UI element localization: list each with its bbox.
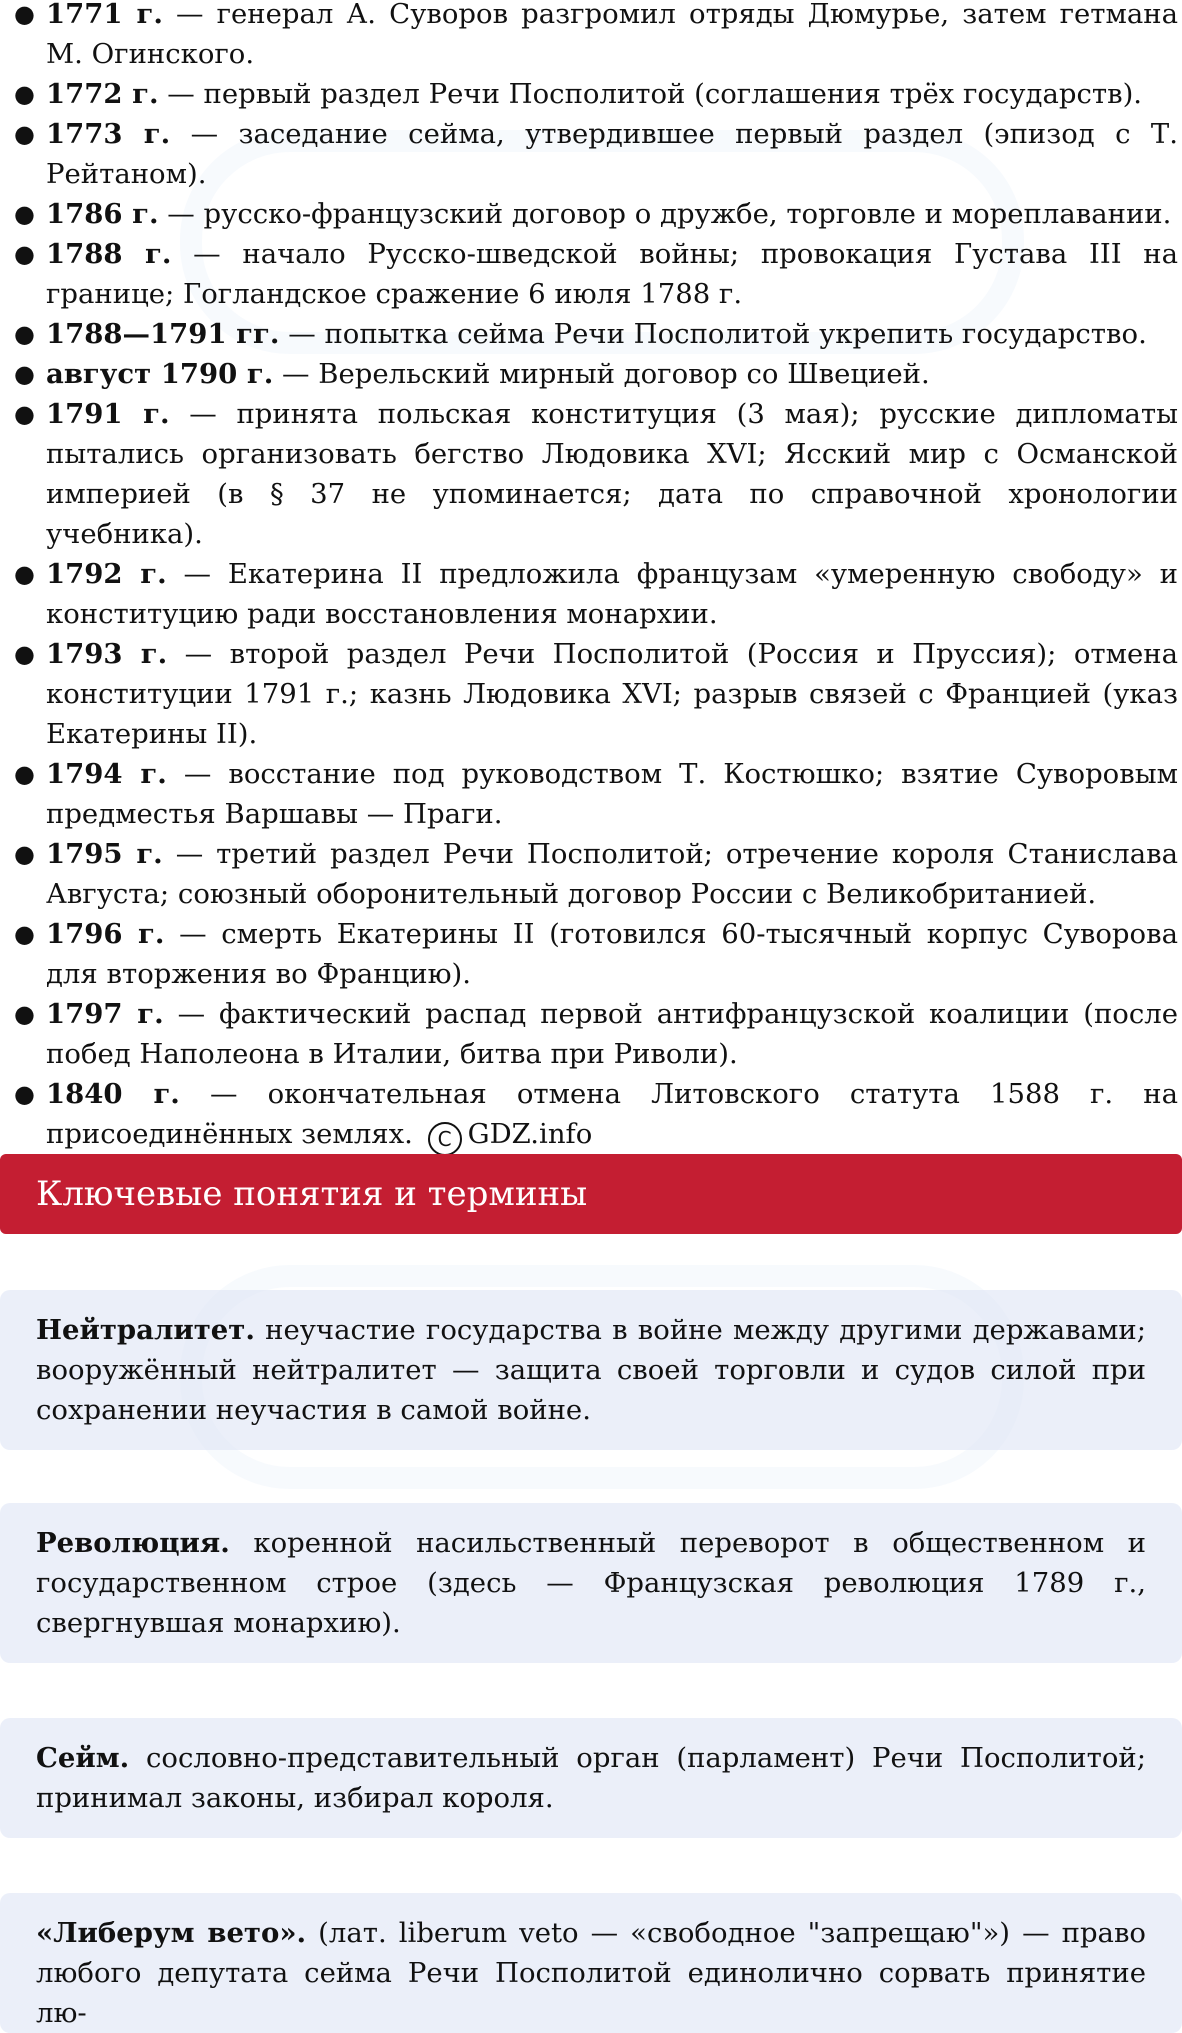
bullet-icon: ● [14, 560, 35, 588]
timeline-item [0, 914, 1182, 994]
dash: — [209, 1078, 238, 1110]
dash: — [190, 118, 219, 150]
timeline-text: фактический распад первой антифранцузской коалиции (после побед Наполеона в Италии, битва при Риволи). [46, 998, 1178, 1070]
dash: — [179, 918, 207, 950]
timeline-item [0, 234, 1182, 314]
copyright-notice [422, 1118, 593, 1150]
timeline-year: 1795 г. [46, 838, 163, 870]
timeline-year: 1772 г. [46, 78, 159, 110]
timeline-item [0, 554, 1182, 634]
term-definition: (лат. liberum veto — «свободное "запрещаю"») — право любого депутата сейма Речи Посполитой единолично сорвать принятие лю- [36, 1917, 1146, 2029]
dash: — [177, 998, 206, 1030]
timeline-year: 1788—1791 гг. [46, 318, 280, 350]
term-name: Нейтралитет. [36, 1314, 255, 1346]
term-card [0, 1718, 1182, 1838]
dash: — [189, 398, 217, 430]
timeline-text: первый раздел Речи Посполитой (соглашения трёх государств). [203, 78, 1143, 110]
term-definition: сословно-представительный орган (парламент) Речи Посполитой; принимал законы, избирал короля. [36, 1742, 1147, 1814]
timeline-text: Верельский мирный договор со Швецией. [318, 358, 930, 390]
bullet-icon: ● [14, 200, 35, 228]
timeline-text: попытка сейма Речи Посполитой укрепить государство. [324, 318, 1147, 350]
bullet-icon: ● [14, 320, 35, 348]
timeline-year: 1840 г. [46, 1078, 180, 1110]
bullet-icon: ● [14, 1000, 35, 1028]
bullet-icon: ● [14, 400, 35, 428]
bullet-icon: ● [14, 640, 35, 668]
term-card [0, 1290, 1182, 1450]
timeline-year: август 1790 г. [46, 358, 274, 390]
timeline-item [0, 634, 1182, 754]
timeline-text: третий раздел Речи Посполитой; отречение короля Станислава Августа; союзный оборонительный договор России с Великобританией. [46, 838, 1178, 910]
term-definition: коренной насильственный переворот в общественном и государственном строе (здесь — Французская революция 1789 г., свергнувшая монархию). [36, 1527, 1146, 1639]
timeline-year: 1793 г. [46, 638, 168, 670]
timeline-item [0, 114, 1182, 194]
timeline-item [0, 754, 1182, 834]
timeline-text: смерть Екатерины II (готовился 60-тысячный корпус Суворова для вторжения во Францию). [46, 918, 1178, 990]
timeline-item [0, 394, 1182, 554]
term-name: «Либерум вето». [36, 1917, 307, 1949]
dash: — [167, 198, 195, 230]
bullet-icon: ● [14, 920, 35, 948]
timeline-item [0, 834, 1182, 914]
timeline-text: генерал А. Суворов разгромил отряды Дюмурье, затем гетмана М. Огинского. [46, 0, 1178, 70]
timeline-text: второй раздел Речи Посполитой (Россия и Пруссия); отмена конституции 1791 г.; казнь Людовика XVI; разрыв связей с Францией (указ Екатерины II). [46, 638, 1179, 750]
section-header [0, 1154, 1182, 1234]
timeline-item [0, 1074, 1182, 1156]
bullet-icon: ● [14, 760, 35, 788]
timeline-year: 1797 г. [46, 998, 164, 1030]
bullet-icon: ● [14, 840, 35, 868]
dash: — [184, 638, 213, 670]
timeline-text: начало Русско-шведской войны; провокация Густава III на границе; Гогландское сражение 6 июля 1788 г. [46, 238, 1178, 310]
term-name: Сейм. [36, 1742, 130, 1774]
timeline-text: окончательная отмена Литовского статута 1588 г. на присоединённых землях. [46, 1078, 1178, 1150]
dash: — [167, 78, 195, 110]
section-title: Ключевые понятия и термины [36, 1174, 588, 1214]
dash: — [183, 758, 212, 790]
dash: — [183, 558, 212, 590]
timeline-year: 1794 г. [46, 758, 167, 790]
term-card [0, 1503, 1182, 1663]
bullet-icon: ● [14, 120, 35, 148]
timeline-year: 1796 г. [46, 918, 165, 950]
timeline-year: 1786 г. [46, 198, 159, 230]
term-name: Революция. [36, 1527, 230, 1559]
timeline-item [0, 994, 1182, 1074]
timeline-text: Екатерина II предложила французам «умеренную свободу» и конституцию ради восстановления монархии. [46, 558, 1178, 630]
copyright-icon: C [428, 1122, 462, 1156]
bullet-icon: ● [14, 360, 35, 388]
term-card [0, 1893, 1182, 2033]
timeline-year: 1771 г. [46, 0, 163, 30]
bullet-icon: ● [14, 1080, 35, 1108]
timeline-item [0, 74, 1182, 114]
timeline-year: 1792 г. [46, 558, 167, 590]
timeline-text: русско-французский договор о дружбе, торговле и мореплавании. [203, 198, 1172, 230]
dash: — [175, 838, 204, 870]
timeline-year: 1791 г. [46, 398, 170, 430]
bullet-icon: ● [14, 80, 35, 108]
dash: — [282, 358, 310, 390]
dash: — [176, 0, 204, 30]
timeline-text: восстание под руководством Т. Костюшко; взятие Суворовым предместья Варшавы — Праги. [46, 758, 1179, 830]
dash: — [193, 238, 221, 270]
timeline-text: заседание сейма, утвердившее первый раздел (эпизод с Т. Рейтаном). [46, 118, 1178, 190]
term-definition: неучастие государства в войне между другими державами; вооружённый нейтралитет — защита своей торговли и судов силой при сохранении неучастия в самой войне. [36, 1314, 1146, 1426]
timeline-year: 1773 г. [46, 118, 171, 150]
bullet-icon: ● [14, 240, 35, 268]
timeline-item [0, 314, 1182, 354]
copyright-text: GDZ.info [467, 1118, 593, 1150]
timeline-item [0, 0, 1182, 74]
timeline-item [0, 194, 1182, 234]
timeline-text: принята польская конституция (3 мая); русские дипломаты пытались организовать бегство Людовика XVI; Ясский мир с Османской империей (в § 37 не упоминается; дата по справочной хронологии учебника). [46, 398, 1178, 550]
timeline-item [0, 354, 1182, 394]
dash: — [288, 318, 316, 350]
timeline-year: 1788 г. [46, 238, 172, 270]
bullet-icon: ● [14, 0, 35, 28]
